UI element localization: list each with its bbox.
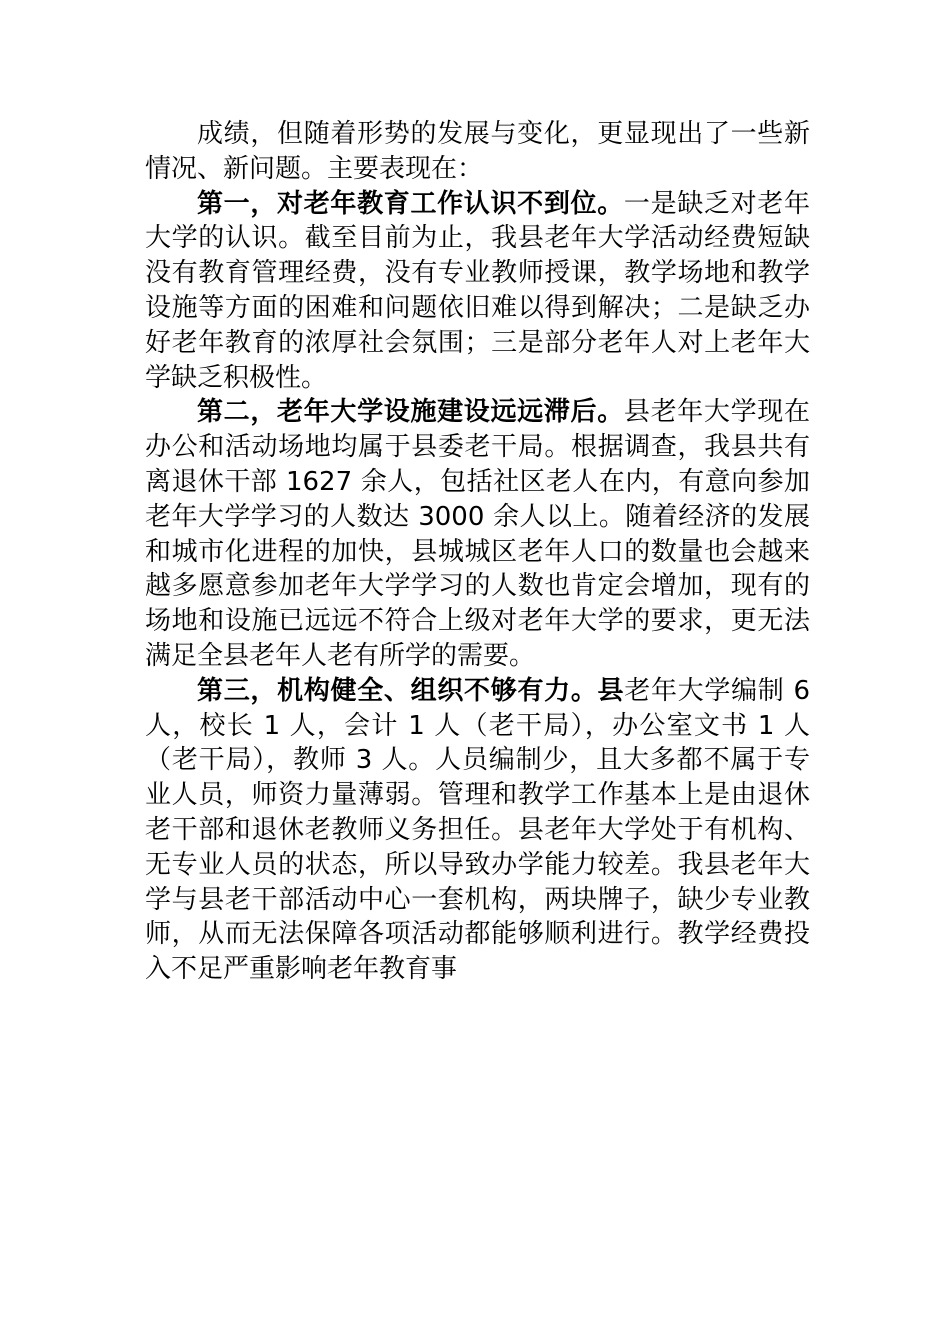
paragraph-intro: [145, 117, 810, 187]
paragraph-third-issue: [145, 674, 810, 987]
paragraph-text: 县老年大学现在办公和活动场地均属于县委老干局。根据调查，我县共有离退休干部 1627 余人，包括社区老人在内，有意向参加老年大学学习的人数达 3000 余人以上。随着经济的发展和城市化进程的加快，县城城区老年人口的数量也会越来越多愿意参加老年大学学习的人数也肯定会增加，现有的场地和设施已远远不符合上级对老年大学的要求，更无法满足全县老年人老有所学的需要。: [145, 397, 810, 671]
paragraph-first-issue: [145, 187, 810, 396]
paragraph-text: 老年大学编制 6 人，校长 1 人，会计 1 人（老干局），办公室文书 1 人（老干局），教师 3 人。人员编制少，且大多都不属于专业人员，师资力量薄弱。管理和教学工作基本上是由退休老干部和退休老教师义务担任。县老年大学处于有机构、无专业人员的状态，所以导致办学能力较差。我县老年大学与县老干部活动中心一套机构，两块牌子，缺少专业教师，从而无法保障各项活动都能够顺利进行。教学经费投入不足严重影响老年教育事: [145, 675, 810, 985]
paragraph-lead: 第三，机构健全、组织不够有力。县: [197, 675, 625, 706]
paragraph-lead: 第一，对老年教育工作认识不到位。: [197, 188, 624, 219]
document-body: [145, 117, 810, 987]
paragraph-second-issue: [145, 395, 810, 673]
paragraph-text: 一是缺乏对老年大学的认识。截至目前为止，我县老年大学活动经费短缺没有教育管理经费，没有专业教师授课，教学场地和教学设施等方面的困难和问题依旧难以得到解决；二是缺乏办好老年教育的浓厚社会氛围；三是部分老年人对上老年大学缺乏积极性。: [145, 188, 810, 393]
paragraph-text: 成绩，但随着形势的发展与变化，更显现出了一些新情况、新问题。主要表现在：: [145, 119, 810, 184]
paragraph-lead: 第二，老年大学设施建设远远滞后。: [197, 397, 624, 428]
